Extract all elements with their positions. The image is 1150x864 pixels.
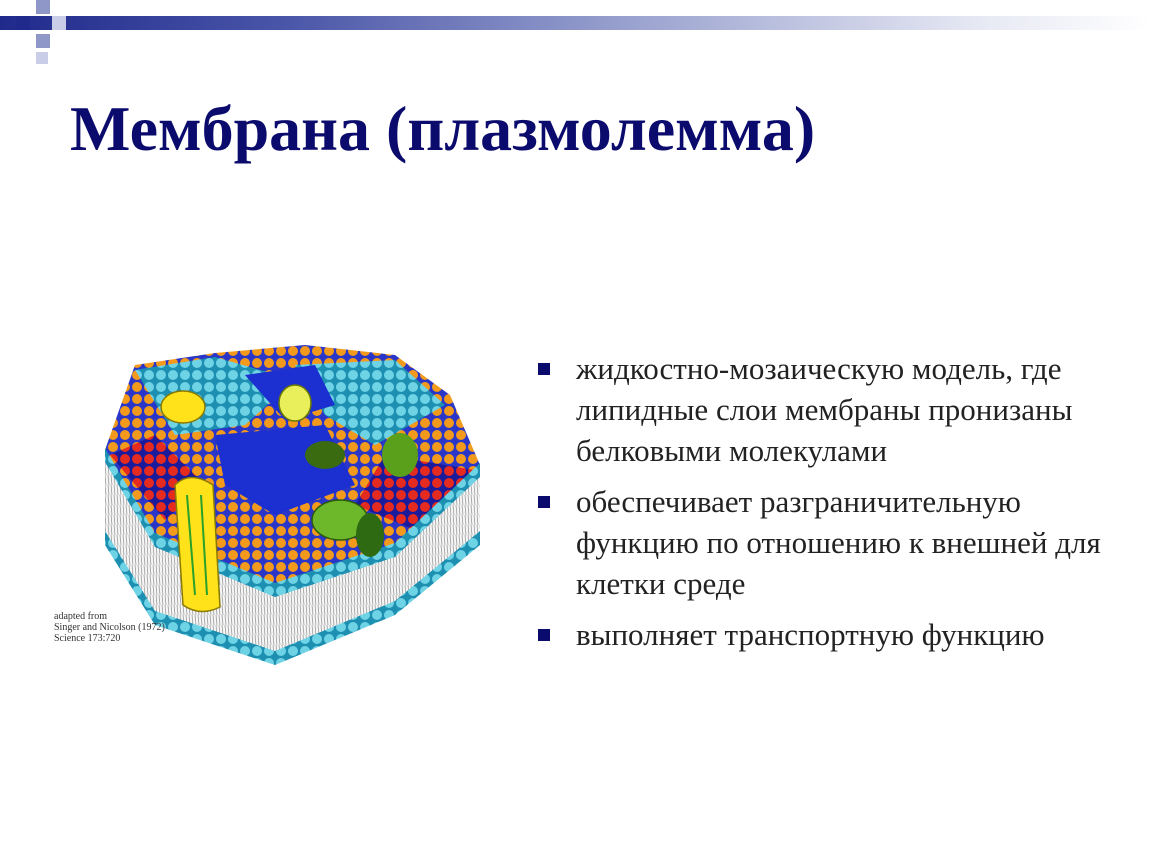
corner-square — [36, 52, 48, 64]
square-bullet-icon — [538, 629, 550, 641]
slide-title: Мембрана (плазмолемма) — [70, 93, 816, 164]
bullet-text: обеспечивает разграничительную функцию по отношению к внешней для клетки среде — [576, 484, 1101, 601]
corner-square — [52, 16, 66, 30]
corner-square — [16, 16, 30, 30]
caption-line: adapted from — [54, 611, 108, 622]
header-gradient-band — [0, 16, 1150, 30]
square-bullet-icon — [538, 496, 550, 508]
figure-caption — [54, 611, 224, 644]
bullet-text: выполняет транспортную функцию — [576, 617, 1045, 652]
bullet-text: жидкостно-мозаическую модель, где липидные слои мембраны пронизаны белковыми молекулами — [576, 351, 1073, 468]
bullet-item — [538, 348, 1108, 471]
caption-line: Singer and Nicolson (1972) — [54, 622, 165, 633]
corner-square — [36, 34, 50, 48]
corner-square — [36, 0, 50, 14]
bullet-item — [538, 481, 1108, 604]
bullet-item — [538, 614, 1108, 655]
square-bullet-icon — [538, 363, 550, 375]
caption-line: Science 173:720 — [54, 633, 121, 644]
bullet-list — [538, 348, 1108, 665]
